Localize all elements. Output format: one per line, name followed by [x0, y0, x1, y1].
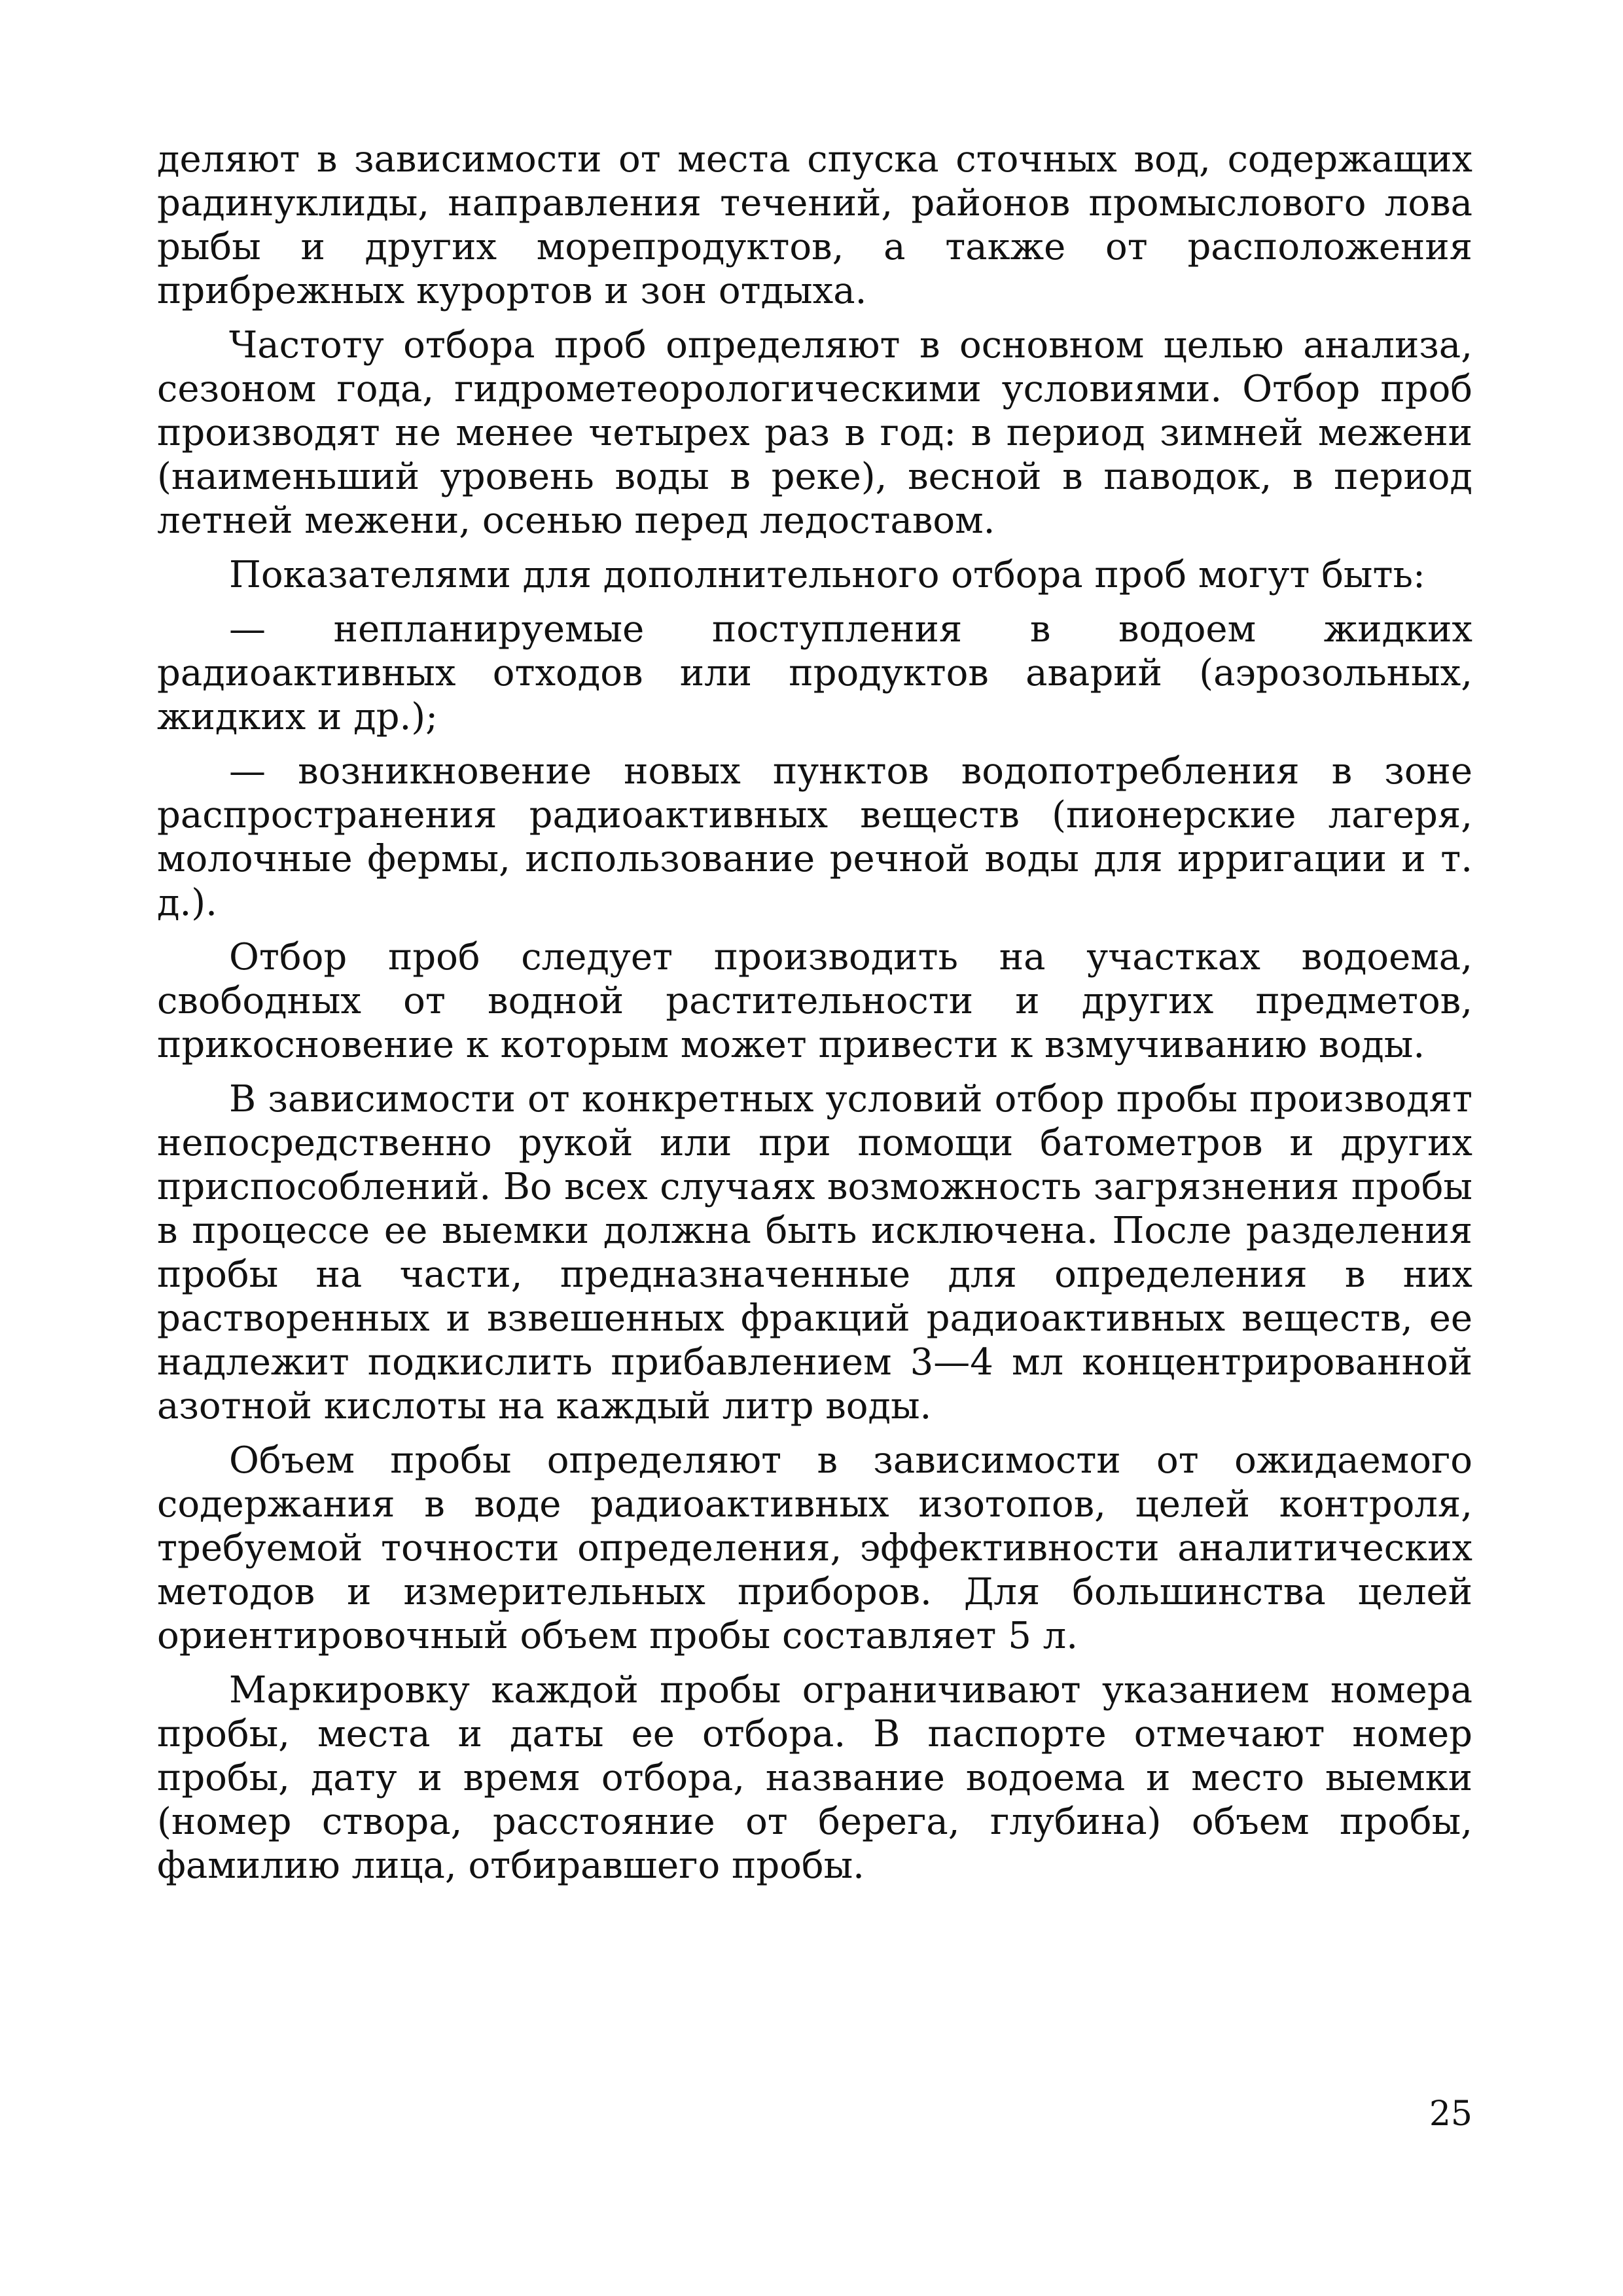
paragraph-sampling-locations: Отбор проб следует производить на участках водоема, свободных от водной растительности и других предметов, прикосновение к которым может привести к взмучиванию воды. [157, 936, 1472, 1066]
paragraph-sampling-method: В зависимости от конкретных условий отбор пробы производят непосредственно рукой или при помощи батометров и других приспособлений. Во всех случаях возможность загрязнения пробы в процессе ее выемки должна быть исключена. После разделения пробы на части, предназначенные для определения в них растворенных и взвешенных фракций радиоактивных веществ, ее надлежит подкислить прибавлением 3—4 мл концентрированной азотной кислоты на каждый литр воды. [157, 1078, 1472, 1427]
paragraph-sampling-frequency: Частоту отбора проб определяют в основном целью анализа, сезоном года, гидрометеорологическими условиями. Отбор проб производят не менее четырех раз в год: в период зимней межени (наименьший уровень воды в реке), весной в паводок, в период летней межени, осенью перед ледоставом. [157, 324, 1472, 542]
paragraph-additional-sampling-intro: Показателями для дополнительного отбора проб могут быть: [229, 554, 1425, 596]
paragraph-sample-volume: Объем пробы определяют в зависимости от ожидаемого содержания в воде радиоактивных изотопов, целей контроля, требуемой точности определения, эффективности аналитических методов и измерительных приборов. Для большинства целей ориентировочный объем пробы составляет 5 л. [157, 1439, 1472, 1657]
paragraph-sample-labeling: Маркировку каждой пробы ограничивают указанием номера пробы, места и даты ее отбора. В паспорте отмечают номер пробы, дату и время отбора, название водоема и место выемки (номер створа, расстояние от берега, глубина) объем пробы, фамилию лица, отбиравшего пробы. [157, 1669, 1472, 1887]
paragraph-list-item-unplanned-releases: — непланируемые поступления в водоем жидких радиоактивных отходов или продуктов аварий (аэрозольных, жидких и др.); [157, 608, 1472, 738]
paragraph-continuation: деляют в зависимости от места спуска сточных вод, содержащих радинуклиды, направления течений, районов промыслового лова рыбы и других морепродуктов, а также от расположения прибрежных курортов и зон отдыха. [157, 138, 1472, 312]
paragraph-list-item-new-water-use: — возникновение новых пунктов водопотребления в зоне распространения радиоактивных веществ (пионерские лагеря, молочные фермы, использование речной воды для ирригации и т. д.). [157, 750, 1472, 924]
body-text [157, 137, 1472, 1898]
page-number: 25 [1429, 2094, 1472, 2134]
